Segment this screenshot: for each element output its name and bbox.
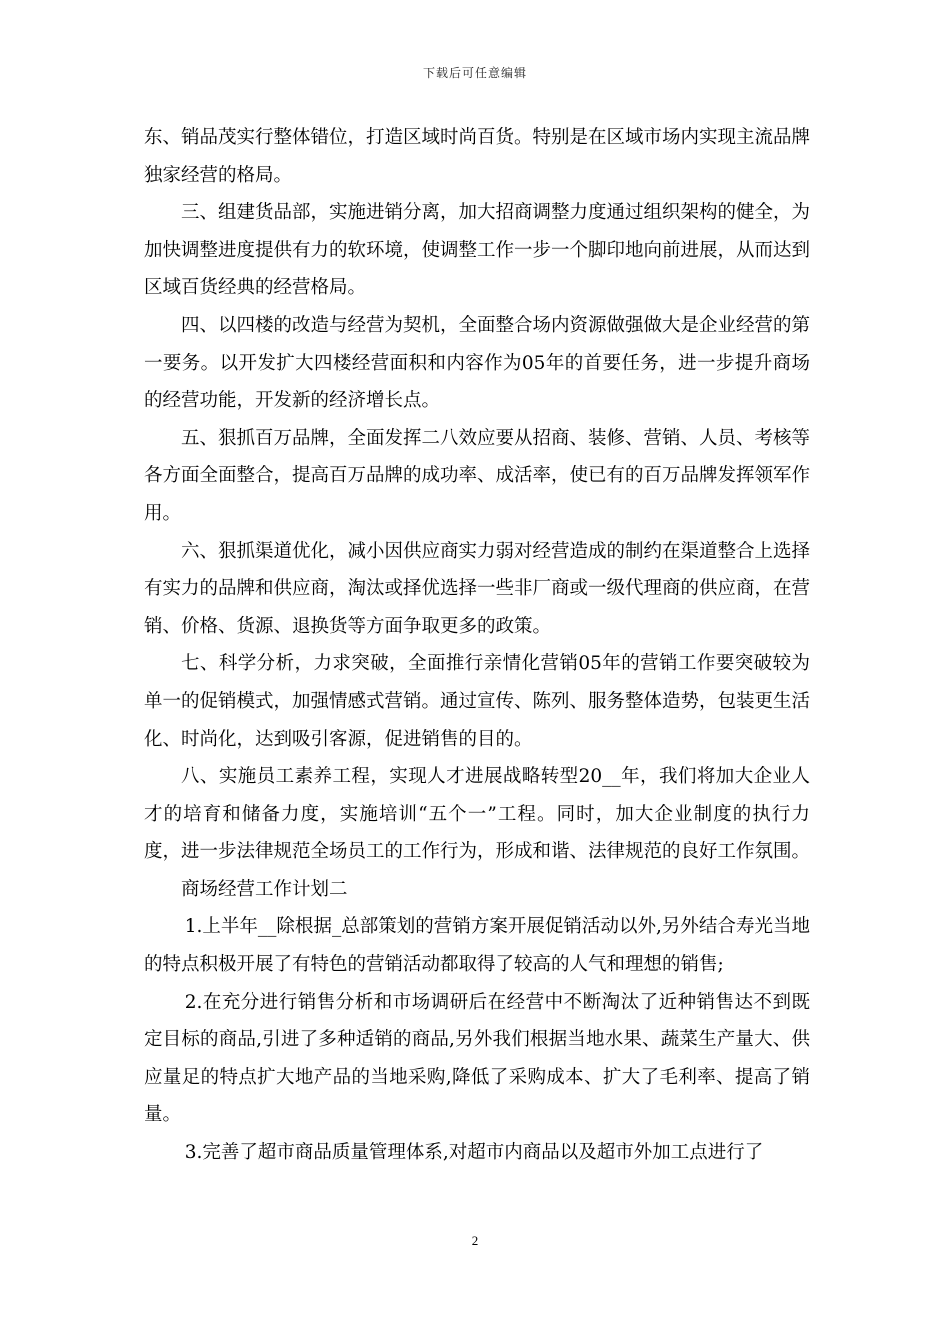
list-item: 2.在充分进行销售分析和市场调研后在经营中不断淘汰了近种销售达不到既定目标的商品,引进了多种适销的商品,另外我们根据当地水果、蔬菜生产量大、供应量足的特点扩大地产品的当地采购,降低了采购成本、扩大了毛利率、提高了销量。	[144, 991, 810, 1126]
paragraph: 三、组建货品部，实施进销分离，加大招商调整力度通过组织架构的健全，为加快调整进度提供有力的软环境，使调整工作一步一个脚印地向前进展，从而达到区域百货经典的经营格局。	[144, 202, 811, 299]
list-item: 3.完善了超市商品质量管理体系,对超市内商品以及超市外加工点进行了	[184, 1142, 764, 1164]
page-header: 下载后可任意编辑	[422, 66, 527, 80]
paragraph: 八、实施员工素养工程，实现人才进展战略转型20__年，我们将加大企业人才的培育和储备力度，实施培训“五个一”工程。同时，加大企业制度的执行力度，进一步法律规范全场员工的工作行为，形成和谐、法律规范的良好工作氛围。	[144, 766, 811, 863]
list-item: 1.上半年__除根据_总部策划的营销方案开展促销活动以外,另外结合寿光当地的特点积极开展了有特色的营销活动都取得了较高的人气和理想的销售;	[144, 916, 810, 976]
document-body	[144, 119, 810, 1172]
paragraph: 七、科学分析，力求突破，全面推行亲情化营销05年的营销工作要突破较为单一的促销模式，加强情感式营销。通过宣传、陈列、服务整体造势，包装更生活化、时尚化，达到吸引客源，促进销售的目的。	[144, 653, 811, 750]
paragraph: 东、销品茂实行整体错位，打造区域时尚百货。特别是在区域市场内实现主流品牌独家经营的格局。	[144, 127, 811, 186]
paragraph: 四、以四楼的改造与经营为契机，全面整合场内资源做强做大是企业经营的第一要务。以开发扩大四楼经营面积和内容作为05年的首要任务，进一步提升商场的经营功能，开发新的经济增长点。	[144, 314, 811, 412]
section-heading: 商场经营工作计划二	[181, 878, 348, 900]
paragraph: 五、狠抓百万品牌，全面发挥二八效应要从招商、装修、营销、人员、考核等各方面全面整合，提高百万品牌的成功率、成活率，使已有的百万品牌发挥领军作用。	[144, 427, 811, 524]
page-number: 2	[471, 1233, 479, 1248]
paragraph: 六、狠抓渠道优化，减小因供应商实力弱对经营造成的制约在渠道整合上选择有实力的品牌和供应商，淘汰或择优选择一些非厂商或一级代理商的供应商，在营销、价格、货源、退换货等方面争取更多的政策。	[144, 540, 811, 637]
